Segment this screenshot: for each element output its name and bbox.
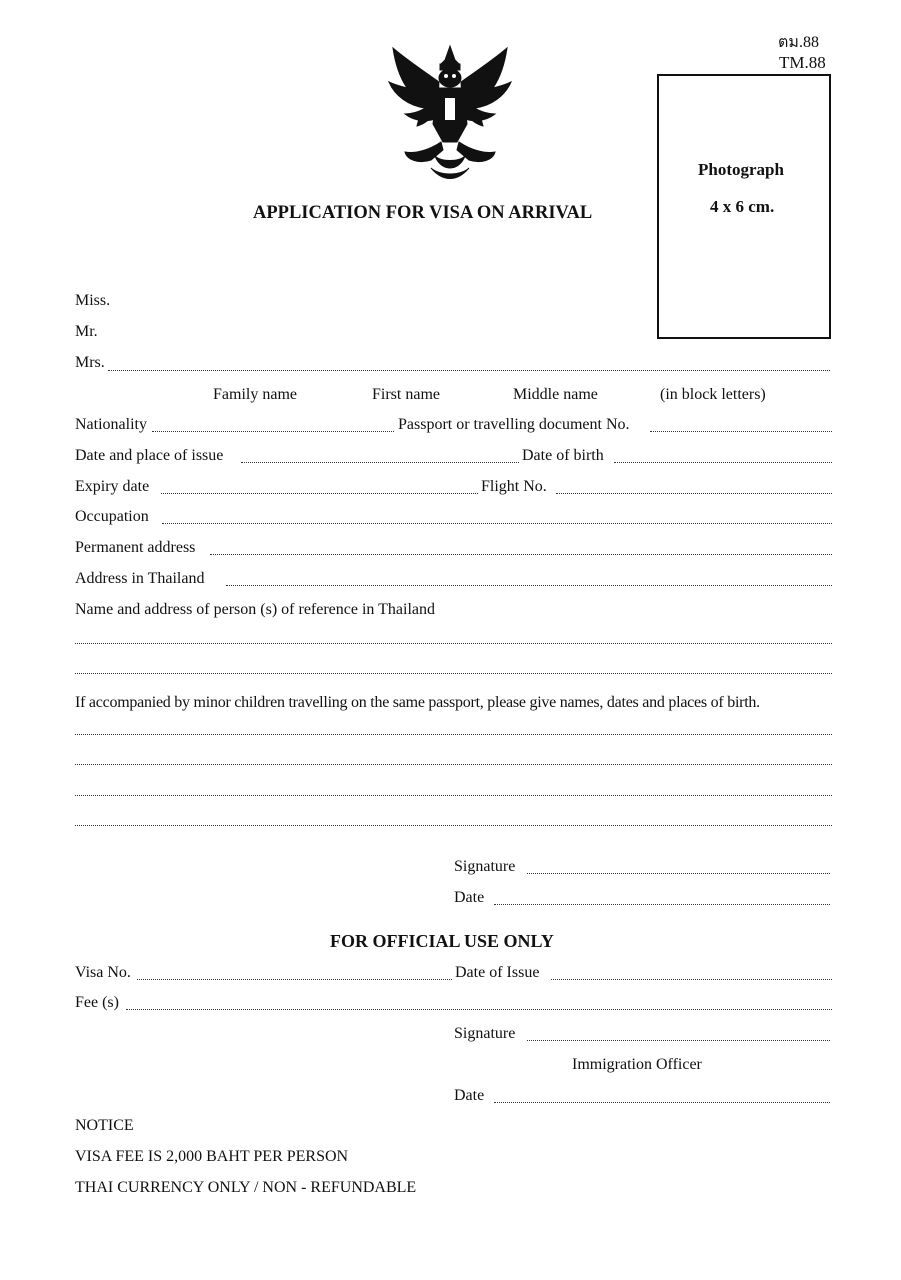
name-hint-first: First name: [372, 386, 440, 403]
officer-date-label: Date: [454, 1087, 485, 1104]
reference-person-label: Name and address of person (s) of reference in Thailand: [75, 601, 435, 618]
fee-field[interactable]: [126, 1009, 832, 1010]
date-of-issue-field[interactable]: [551, 979, 832, 980]
minor-children-label: If accompanied by minor children travelling on the same passport, please give names, dates and places of birth.: [75, 694, 760, 711]
photo-size: 4 x 6 cm.: [710, 197, 775, 216]
date-of-birth-label: Date of birth: [522, 447, 604, 464]
children-field-line-3[interactable]: [75, 795, 832, 796]
officer-date-field[interactable]: [494, 1102, 830, 1103]
visa-no-field[interactable]: [137, 979, 452, 980]
form-code: TM.88: [779, 53, 826, 72]
flight-no-field[interactable]: [556, 493, 832, 494]
date-place-issue-field[interactable]: [241, 462, 519, 463]
passport-field[interactable]: [650, 431, 832, 432]
nationality-label: Nationality: [75, 416, 147, 433]
notice-line-2: THAI CURRENCY ONLY / NON - REFUNDABLE: [75, 1179, 417, 1196]
address-thailand-label: Address in Thailand: [75, 570, 205, 587]
applicant-signature-label: Signature: [454, 858, 516, 875]
name-hint-family: Family name: [213, 386, 297, 403]
occupation-label: Occupation: [75, 508, 149, 525]
address-thailand-field[interactable]: [226, 585, 832, 586]
title-miss: Miss.: [75, 292, 111, 309]
occupation-field[interactable]: [162, 523, 832, 524]
date-of-issue-label: Date of Issue: [455, 964, 540, 981]
passport-label: Passport or travelling document No.: [398, 416, 630, 433]
title-mr: Mr.: [75, 323, 98, 340]
photo-label: Photograph: [698, 160, 784, 179]
permanent-address-field[interactable]: [210, 554, 832, 555]
children-field-line-4[interactable]: [75, 825, 832, 826]
garuda-emblem-icon: [385, 42, 515, 184]
title-mrs: Mrs.: [75, 354, 105, 371]
notice-line-1: VISA FEE IS 2,000 BAHT PER PERSON: [75, 1148, 349, 1165]
officer-signature-field[interactable]: [527, 1040, 830, 1041]
applicant-date-label: Date: [454, 889, 485, 906]
reference-field-line-1[interactable]: [75, 643, 832, 644]
form-code-thai: ตม.88: [778, 34, 819, 51]
children-field-line-1[interactable]: [75, 734, 832, 735]
applicant-signature-field[interactable]: [527, 873, 830, 874]
reference-field-line-2[interactable]: [75, 673, 832, 674]
applicant-date-field[interactable]: [494, 904, 830, 905]
name-hint-block: (in block letters): [660, 386, 766, 403]
officer-signature-label: Signature: [454, 1025, 516, 1042]
form-title: APPLICATION FOR VISA ON ARRIVAL: [253, 203, 593, 223]
name-hint-middle: Middle name: [513, 386, 598, 403]
visa-no-label: Visa No.: [75, 964, 131, 981]
notice-heading: NOTICE: [75, 1117, 134, 1134]
fee-label: Fee (s): [75, 994, 119, 1011]
date-of-birth-field[interactable]: [614, 462, 832, 463]
flight-no-label: Flight No.: [481, 478, 547, 495]
official-heading: FOR OFFICIAL USE ONLY: [330, 931, 554, 951]
expiry-date-field[interactable]: [161, 493, 478, 494]
name-field[interactable]: [108, 370, 830, 371]
immigration-officer-label: Immigration Officer: [572, 1056, 702, 1073]
date-place-issue-label: Date and place of issue: [75, 447, 224, 464]
nationality-field[interactable]: [152, 431, 394, 432]
children-field-line-2[interactable]: [75, 764, 832, 765]
permanent-address-label: Permanent address: [75, 539, 196, 556]
expiry-date-label: Expiry date: [75, 478, 150, 495]
